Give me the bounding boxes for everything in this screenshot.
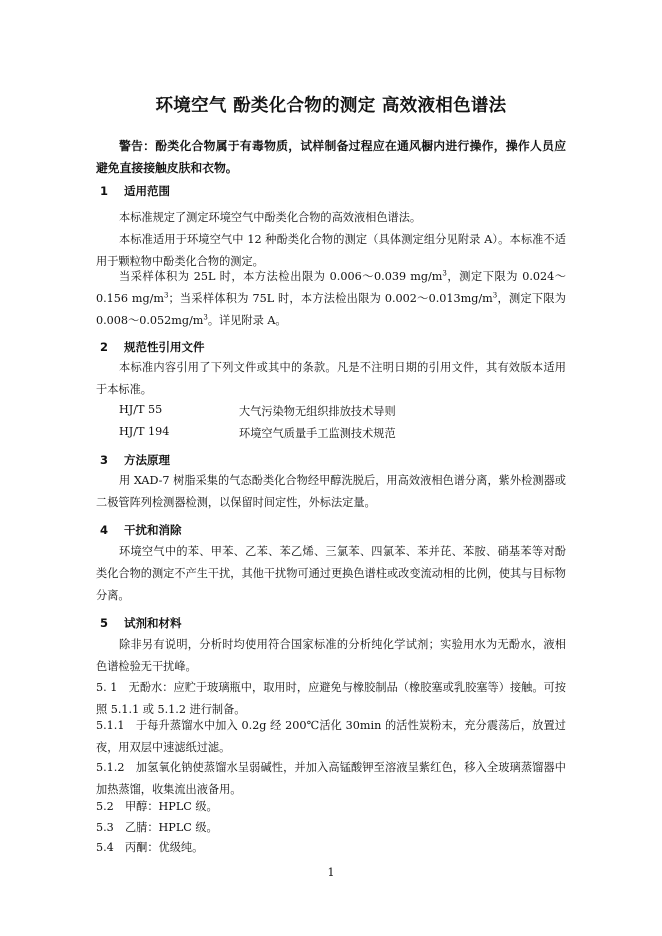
- section-1-paragraph-3: [96, 266, 566, 332]
- clause-5-4: 5.4 丙酮：优级纯。: [96, 841, 204, 854]
- section-3-heading: [100, 452, 170, 468]
- section-2-paragraph-1: 本标准内容引用了下列文件或其中的条款。凡是不注明日期的引用文件，其有效版本适用于本标准。: [96, 361, 566, 396]
- section-4-paragraph-1: 环境空气中的苯、甲苯、乙苯、苯乙烯、三氯苯、四氯苯、苯并芘、苯胺、硝基苯等对酚类化合物的测定不产生干扰，其他干扰物可通过更换色谱柱或改变流动相的比例，使其与目标物分离。: [96, 545, 566, 602]
- section-3-paragraph-1: 用 XAD-7 树脂采集的气态酚类化合物经甲醇洗脱后，用高效液相色谱分离，紫外检测器或二极管阵列检测器检测，以保留时间定性，外标法定量。: [96, 474, 566, 509]
- clause-5-1-2: 5.1.2 加氢氧化钠使蒸馏水呈弱碱性，并加入高锰酸钾至溶液呈紫红色，移入全玻璃蒸馏器中加热蒸馏，收集流出液备用。: [96, 761, 566, 796]
- section-2-heading: [100, 339, 205, 355]
- section-title: 试剂和材料: [124, 616, 182, 630]
- section-5-paragraph-1: 除非另有说明，分析时均使用符合国家标准的分析纯化学试剂；实验用水为无酚水，液相色谱检验无干扰峰。: [96, 638, 566, 673]
- section-number: 5: [100, 616, 109, 630]
- detection-limit-text-c: ；当采样体积为 75L 时，本方法检出限为 0.002～0.013mg/m: [168, 292, 493, 305]
- detection-limit-text-d: ，测定下限为 0.008～0.052mg/m: [96, 292, 566, 327]
- page-number: 1: [327, 866, 335, 879]
- detection-limit-text-e: 。详见附录 A。: [207, 314, 287, 327]
- reference-name: 环境空气质量手工监测技术规范: [239, 427, 396, 440]
- section-1-paragraph-2: 本标准适用于环境空气中 12 种酚类化合物的测定（具体测定组分见附录 A）。本标准不适用于颗粒物中酚类化合物的测定。: [96, 233, 566, 268]
- section-title: 适用范围: [124, 184, 170, 198]
- section-title: 方法原理: [124, 453, 170, 467]
- section-1-paragraph-1: 本标准规定了测定环境空气中酚类化合物的高效液相色谱法。: [119, 211, 422, 224]
- clause-5-1: 5. 1 无酚水：应贮于玻璃瓶中，取用时，应避免与橡胶制品（橡胶塞或乳胶塞等）接触。可按照 5.1.1 或 5.1.2 进行制备。: [96, 681, 566, 716]
- detection-limit-text-b: ，测定下限为 0.024～0.156 mg/m: [96, 270, 566, 305]
- section-1-heading: [100, 183, 170, 199]
- section-number: 4: [100, 523, 109, 537]
- superscript: 3: [203, 313, 208, 322]
- clause-5-2: 5.2 甲醇：HPLC 级。: [96, 800, 218, 813]
- superscript: 3: [442, 269, 447, 278]
- section-number: 3: [100, 453, 109, 467]
- section-4-heading: [100, 522, 182, 538]
- section-5-heading: [100, 615, 182, 631]
- reference-name: 大气污染物无组织排放技术导则: [239, 405, 396, 418]
- superscript: 3: [164, 291, 169, 300]
- section-title: 干扰和消除: [124, 523, 182, 537]
- reference-code: HJ/T 55: [119, 403, 163, 416]
- clause-5-3: 5.3 乙腈：HPLC 级。: [96, 821, 218, 834]
- document-title: 环境空气 酚类化合物的测定 高效液相色谱法: [155, 96, 507, 116]
- reference-code: HJ/T 194: [119, 425, 170, 438]
- clause-5-1-1: 5.1.1 于每升蒸馏水中加入 0.2g 经 200℃活化 30min 的活性炭粉末，充分震荡后，放置过夜，用双层中速滤纸过滤。: [96, 719, 566, 754]
- superscript: 3: [492, 291, 498, 300]
- warning-paragraph: 警告：酚类化合物属于有毒物质，试样制备过程应在通风橱内进行操作，操作人员应避免直接接触皮肤和衣物。: [96, 139, 566, 175]
- detection-limit-text-a: 当采样体积为 25L 时，本方法检出限为 0.006～0.039 mg/m: [119, 270, 443, 283]
- section-title: 规范性引用文件: [124, 340, 205, 354]
- section-number: 1: [100, 184, 109, 198]
- section-number: 2: [100, 340, 109, 354]
